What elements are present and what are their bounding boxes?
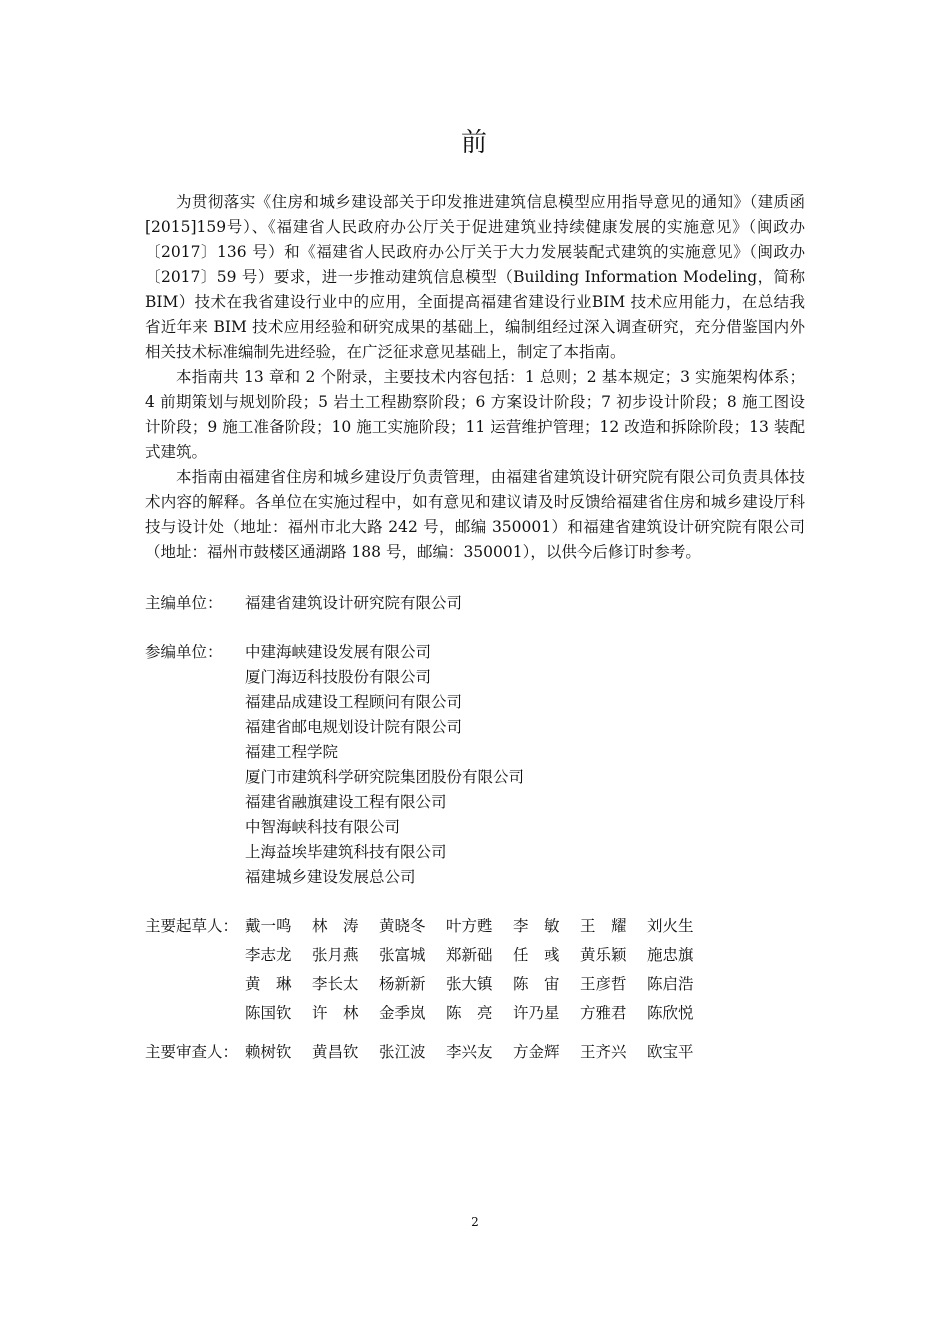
list-item: 厦门海迈科技股份有限公司 — [245, 668, 432, 686]
list-item: 厦门市建筑科学研究院集团股份有限公司 — [245, 768, 525, 786]
list-item: 福建省邮电规划设计院有限公司 — [245, 718, 463, 736]
paragraph-contents: 本指南共 13 章和 2 个附录，主要技术内容包括：1 总则；2 基本规定；3 实施架构体系；4 前期策划与规划阶段；5 岩土工程勘察阶段；6 方案设计阶段；7 初步设计阶段；8 施工图设计阶段；9 施工准备阶段；10 施工实施阶段；11 运营维护管理；12 改造和拆除阶段；13 装配式建筑。 — [145, 368, 805, 461]
person-name: 戴一鸣 — [245, 917, 292, 935]
person-name: 陈欣悦 — [647, 1004, 694, 1022]
list-item: 福建工程学院 — [245, 743, 339, 761]
name-row — [245, 943, 714, 972]
person-name: 王彦哲 — [580, 975, 627, 993]
person-name: 方金辉 — [513, 1043, 560, 1061]
list-item: 福建城乡建设发展总公司 — [245, 868, 416, 886]
person-name: 陈启浩 — [647, 975, 694, 993]
person-name: 金季岚 — [379, 1004, 426, 1022]
person-name: 李 敏 — [513, 917, 560, 935]
drafters-names — [245, 914, 714, 1030]
page-number: 2 — [471, 1215, 479, 1229]
person-name: 张月燕 — [312, 946, 359, 964]
person-name: 黄晓冬 — [379, 917, 426, 935]
participating-units-list — [245, 640, 524, 890]
reviewers-label: 主要审查人： — [145, 1043, 239, 1061]
person-name: 施忠旗 — [647, 946, 694, 964]
person-name: 李兴友 — [446, 1043, 493, 1061]
reviewers-names — [245, 1040, 714, 1069]
list-item: 福建省融旗建设工程有限公司 — [245, 793, 447, 811]
preface-body — [145, 190, 805, 565]
list-item: 福建品成建设工程顾问有限公司 — [245, 693, 463, 711]
person-name: 王齐兴 — [580, 1043, 627, 1061]
person-name: 黄昌钦 — [312, 1043, 359, 1061]
list-item: 中建海峡建设发展有限公司 — [245, 643, 432, 661]
paragraph-management: 本指南由福建省住房和城乡建设厅负责管理，由福建省建筑设计研究院有限公司负责具体技术内容的解释。各单位在实施过程中，如有意见和建议请及时反馈给福建省住房和城乡建设厅科技与设计处（地址：福州市北大路 242 号，邮编 350001）和福建省建筑设计研究院有限公司（地址：福州市鼓楼区通湖路 188 号，邮编：350001），以供今后修订时参考。 — [145, 468, 805, 561]
page-title: 前 — [460, 128, 489, 158]
name-row — [245, 972, 714, 1001]
person-name: 张富城 — [379, 946, 426, 964]
person-name: 陈 亮 — [446, 1004, 493, 1022]
participating-units-label: 参编单位： — [145, 643, 223, 661]
person-name: 张大镇 — [446, 975, 493, 993]
person-name: 张江波 — [379, 1043, 426, 1061]
name-row — [245, 914, 714, 943]
person-name: 杨新新 — [379, 975, 426, 993]
list-item: 上海益埃毕建筑科技有限公司 — [245, 843, 447, 861]
person-name: 欧宝平 — [647, 1043, 694, 1061]
person-name: 黄 琳 — [245, 975, 292, 993]
chief-unit-label: 主编单位： — [145, 594, 223, 612]
person-name: 林 涛 — [312, 917, 359, 935]
person-name: 赖树钦 — [245, 1043, 292, 1061]
person-name: 任 彧 — [513, 946, 560, 964]
paragraph-intro: 为贯彻落实《住房和城乡建设部关于印发推进建筑信息模型应用指导意见的通知》（建质函[2015]159号）、《福建省人民政府办公厅关于促进建筑业持续健康发展的实施意见》（闽政办〔2017〕136 号）和《福建省人民政府办公厅关于大力发展装配式建筑的实施意见》（闽政办〔2017〕59 号）要求，进一步推动建筑信息模型（Building Information Modeling，简称 BIM）技术在我省建设行业中的应用，全面提高福建省建设行业BIM 技术应用能力，在总结我省近年来 BIM 技术应用经验和研究成果的基础上，编制组经过深入调查研究，充分借鉴国内外相关技术标准编制先进经验，在广泛征求意见基础上，制定了本指南。 — [145, 193, 805, 361]
name-row — [245, 1001, 714, 1030]
person-name: 李志龙 — [245, 946, 292, 964]
chief-unit-name: 福建省建筑设计研究院有限公司 — [245, 594, 463, 612]
drafters-label: 主要起草人： — [145, 917, 239, 935]
person-name: 陈 宙 — [513, 975, 560, 993]
person-name: 刘火生 — [647, 917, 694, 935]
person-name: 许乃星 — [513, 1004, 560, 1022]
person-name: 王 耀 — [580, 917, 627, 935]
person-name: 陈国钦 — [245, 1004, 292, 1022]
name-row — [245, 1040, 714, 1069]
person-name: 李长太 — [312, 975, 359, 993]
person-name: 叶方甦 — [446, 917, 493, 935]
person-name: 黄乐颖 — [580, 946, 627, 964]
person-name: 方雅君 — [580, 1004, 627, 1022]
list-item: 中智海峡科技有限公司 — [245, 818, 401, 836]
person-name: 许 林 — [312, 1004, 359, 1022]
person-name: 郑新础 — [446, 946, 493, 964]
